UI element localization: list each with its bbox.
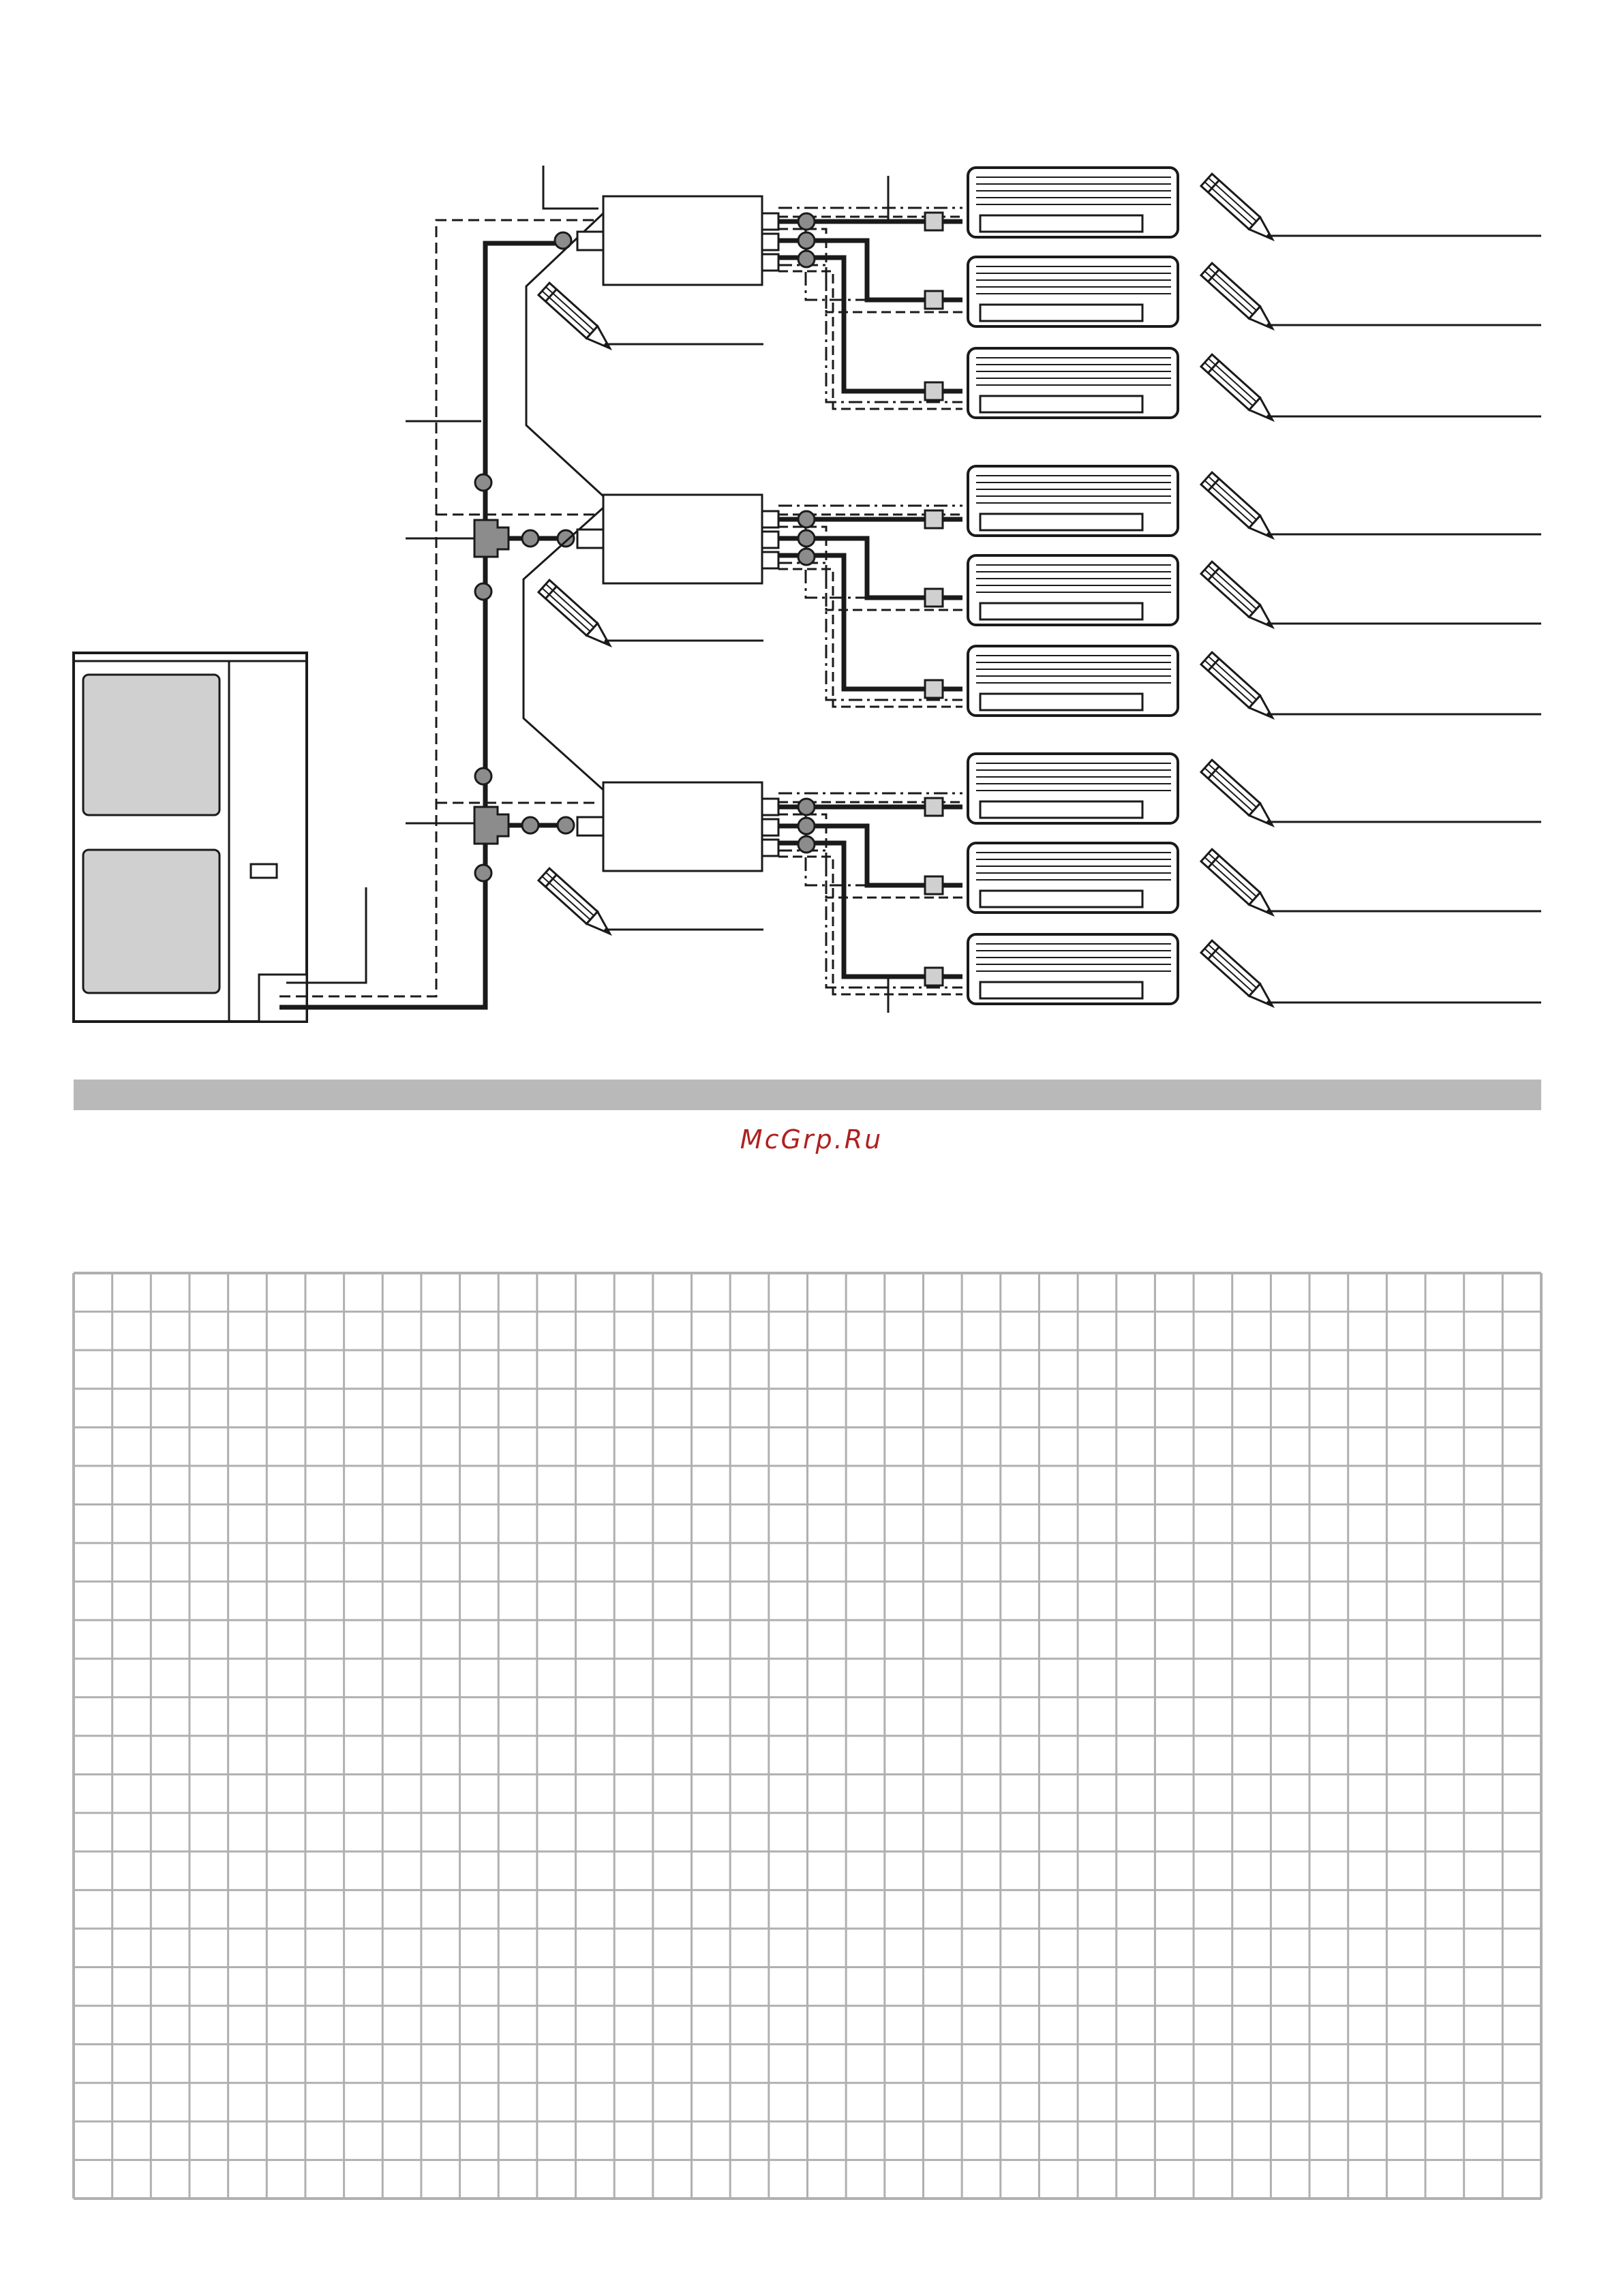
pipe-leader-lines (406, 166, 598, 823)
pipe-connector-icons (798, 511, 815, 565)
wall-mounted-indoor-unit-icon (968, 466, 1178, 536)
branch-box-icon (577, 782, 778, 871)
flare-nut-icons (925, 510, 943, 698)
y-branch-joint-icon (474, 807, 509, 844)
wall-mounted-indoor-unit-icon (968, 168, 1178, 237)
pencil-icon (539, 580, 616, 652)
wall-mounted-indoor-unit-icon (968, 843, 1178, 913)
pencil-icon (1201, 263, 1278, 335)
pencil-icon (1201, 940, 1278, 1012)
pencil-icon (1201, 354, 1278, 426)
notes-grid (74, 1273, 1541, 2199)
indoor-units (968, 168, 1541, 1012)
wall-mounted-indoor-unit-icon (968, 555, 1178, 625)
pencil-icon (1201, 472, 1278, 544)
wall-mounted-indoor-unit-icon (968, 934, 1178, 1004)
branch-box-icon (577, 196, 778, 285)
y-branch-joint-icon (474, 520, 509, 557)
watermark-text: McGrp.Ru (740, 1124, 883, 1154)
pipe-connector-icons (798, 213, 815, 267)
flare-nut-icons (925, 798, 943, 985)
flare-nut-icons (925, 213, 943, 400)
pencil-icon (1201, 174, 1278, 245)
branch-box-icon (577, 495, 778, 583)
pencil-icon (1201, 562, 1278, 633)
pencil-icon (1201, 652, 1278, 724)
pencil-icon (539, 868, 616, 940)
main-refrigerant-pipe (279, 243, 564, 1007)
pencil-icon (539, 283, 616, 354)
pencil-icon (1201, 760, 1278, 831)
wall-mounted-indoor-unit-icon (968, 754, 1178, 823)
wall-mounted-indoor-unit-icon (968, 348, 1178, 418)
outdoor-unit-icon (74, 653, 307, 1022)
wall-mounted-indoor-unit-icon (968, 257, 1178, 326)
pipe-connector-icons (798, 799, 815, 853)
wall-mounted-indoor-unit-icon (968, 646, 1178, 716)
section-divider-band (74, 1080, 1541, 1110)
pencil-icon (1201, 849, 1278, 921)
